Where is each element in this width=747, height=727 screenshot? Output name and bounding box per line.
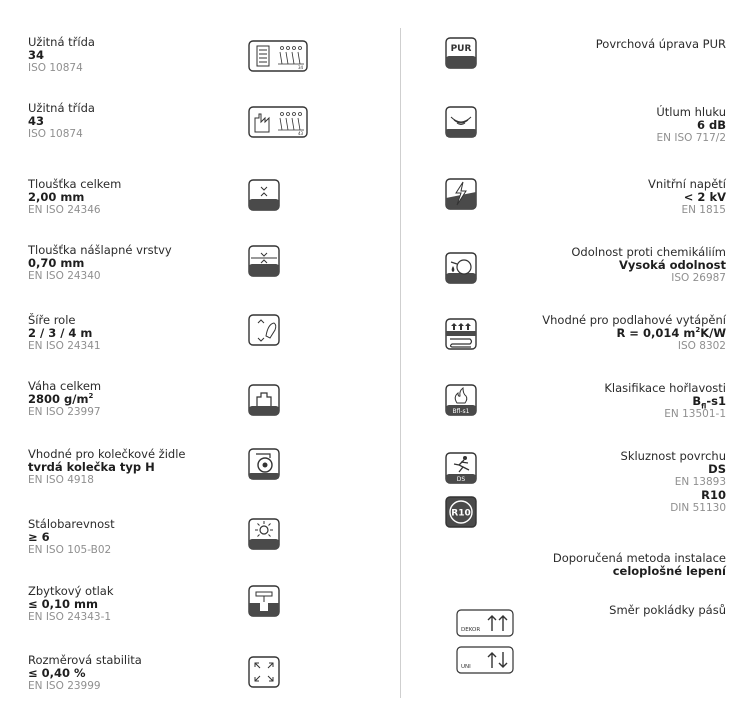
value: 6 dB xyxy=(696,118,726,132)
total-weight-entry xyxy=(28,380,238,419)
floor-heating-icon xyxy=(445,318,477,350)
sun-icon xyxy=(248,518,280,550)
wear-layer-entry xyxy=(28,244,238,283)
value: ≤ 0,40 % xyxy=(28,666,86,680)
indentation-icon xyxy=(248,585,280,617)
label: Vnitřní napětí xyxy=(648,177,726,191)
badge-43: 43 xyxy=(298,131,304,136)
dimensional-stability-entry xyxy=(28,654,238,693)
standard: ISO 8302 xyxy=(677,340,726,352)
label: Tloušťka nášlapné vrstvy xyxy=(28,243,172,257)
uni-badge: UNI xyxy=(461,664,471,670)
standard: EN 13501-1 xyxy=(664,408,726,420)
thickness-icon xyxy=(248,179,280,211)
label: Tloušťka celkem xyxy=(28,177,122,191)
dekor-badge: DEKOR xyxy=(461,627,481,633)
noise-reduction-icon xyxy=(445,106,477,138)
dimensional-stability-icon xyxy=(248,656,280,688)
value: celoplošné lepení xyxy=(612,564,726,578)
value: 2,00 mm xyxy=(28,190,85,204)
uni-direction-icon xyxy=(456,646,514,674)
label: Doporučená metoda instalace xyxy=(552,551,726,565)
standard: ISO 10874 xyxy=(28,128,83,140)
value: ≥ 6 xyxy=(28,530,50,544)
badge-34: 34 xyxy=(298,65,304,70)
slip-icon xyxy=(445,452,477,484)
residual-indent-entry xyxy=(28,585,238,624)
pur-badge: PUR xyxy=(450,44,472,54)
label: Užitná třída xyxy=(28,35,95,49)
value: 2800 $g/m^2$ xyxy=(28,392,94,406)
roll-width-icon xyxy=(248,314,280,346)
voltage-entry xyxy=(480,178,726,217)
noise-entry xyxy=(480,106,726,145)
standard: EN ISO 24346 xyxy=(28,204,101,216)
chemical-flask-icon xyxy=(445,252,477,284)
value: Vysoká odolnost xyxy=(619,258,726,272)
total-thickness-entry xyxy=(28,178,238,217)
pur-entry xyxy=(480,38,726,51)
standard: EN ISO 24343-1 xyxy=(28,611,112,623)
r10-badge: R10 xyxy=(451,508,471,519)
standard: EN ISO 717/2 xyxy=(656,132,726,144)
industrial-factory-icon xyxy=(248,106,308,138)
standard: EN ISO 24340 xyxy=(28,270,101,282)
label: Směr pokládky pásů xyxy=(609,603,726,617)
flammability-badge: Bfl-s1 xyxy=(452,408,470,415)
colour-fastness-entry xyxy=(28,518,238,557)
value: DS xyxy=(708,462,726,476)
label: Odolnost proti chemikáliím xyxy=(571,245,726,259)
chemical-entry xyxy=(480,246,726,285)
standard: EN 1815 xyxy=(681,204,726,216)
label: Vhodné pro podlahové vytápění xyxy=(542,313,726,327)
label: Rozměrová stabilita xyxy=(28,653,142,667)
standard: ISO 26987 xyxy=(671,272,726,284)
value: < 2 kV xyxy=(683,190,726,204)
value: 0,70 mm xyxy=(28,256,85,270)
weight-icon xyxy=(248,384,280,416)
lightning-icon xyxy=(445,178,477,210)
castor-chair-entry xyxy=(28,448,238,487)
dekor-direction-icon xyxy=(456,609,514,637)
label: Klasifikace hořlavosti xyxy=(604,381,726,395)
commercial-building-icon xyxy=(248,40,308,72)
installation-entry xyxy=(480,552,726,578)
r10-icon xyxy=(445,496,477,528)
standard: EN ISO 23999 xyxy=(28,680,101,692)
label: Útlum hluku xyxy=(656,105,726,119)
wear-layer-icon xyxy=(248,245,280,277)
standard: EN 13893 xyxy=(674,476,726,488)
pur-icon xyxy=(445,37,477,69)
label: Zbytkový otlak xyxy=(28,584,114,598)
laying-entry xyxy=(480,604,726,617)
label: Vhodné pro kolečkové židle xyxy=(28,447,186,461)
use-class-43-entry xyxy=(28,102,238,141)
column-divider xyxy=(400,28,401,698)
castor-wheel-icon xyxy=(248,448,280,480)
standard: EN ISO 4918 xyxy=(28,474,94,486)
slip-entry xyxy=(480,450,726,515)
label: Povrchová úprava PUR xyxy=(595,37,726,51)
r-value: R10 xyxy=(701,488,726,502)
flame-icon xyxy=(445,384,477,416)
value: ≤ 0,10 mm xyxy=(28,597,98,611)
flammability-entry xyxy=(480,382,726,421)
floor-heating-entry xyxy=(480,314,726,353)
standard: EN ISO 105-B02 xyxy=(28,544,112,556)
value: $B_{fl}-s1$ xyxy=(692,394,726,411)
label: Užitná třída xyxy=(28,101,95,115)
slip-badge: DS xyxy=(456,476,466,483)
label: Skluznost povrchu xyxy=(620,449,726,463)
label: Váha celkem xyxy=(28,379,102,393)
label: Šíře role xyxy=(28,313,76,327)
r-standard: DIN 51130 xyxy=(670,502,726,514)
standard: EN ISO 23997 xyxy=(28,406,101,418)
standard: ISO 10874 xyxy=(28,62,83,74)
roll-width-entry xyxy=(28,314,238,353)
value: 43 xyxy=(28,114,45,128)
use-class-34-entry xyxy=(28,36,238,75)
standard: EN ISO 24341 xyxy=(28,340,101,352)
label: Stálobarevnost xyxy=(28,517,115,531)
value: tvrdá kolečka typ H xyxy=(28,460,155,474)
value: 2 / 3 / 4 m xyxy=(28,326,93,340)
value: 34 xyxy=(28,48,45,62)
value: R = 0,014 $m^2K/W$ xyxy=(616,326,726,340)
